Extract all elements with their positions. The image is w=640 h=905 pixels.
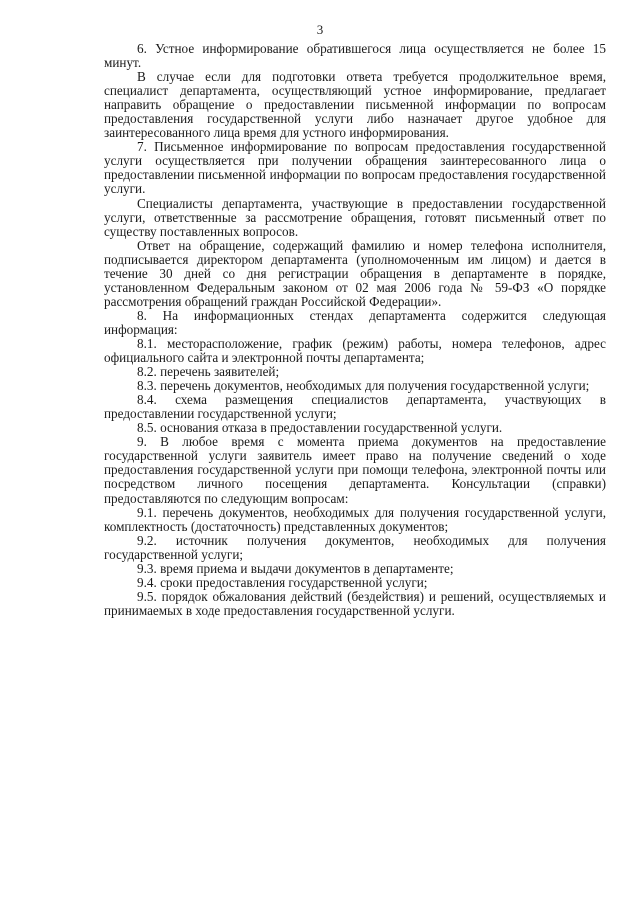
paragraph-9: 9. В любое время с момента приема документов на предоставление государственной услуги заявитель имеет право на получение сведений о ходе предоставления государственной услуги при помощи телефона, электронной почты или посредством личного посещения департамента. Консультации (справки) предоставляются по следующим вопросам:: [104, 434, 606, 506]
paragraph-8: 8. На информационных стендах департамента содержится следующая информация:: [104, 307, 606, 337]
document-body: [104, 42, 606, 618]
paragraph-9-1: 9.1. перечень документов, необходимых для получения государственной услуги, комплектность (достаточность) представленных документов;: [104, 504, 606, 534]
paragraph-8-1: 8.1. месторасположение, график (режим) работы, номера телефонов, адрес официального сайта и электронной почты департамента;: [104, 335, 606, 366]
paragraph-6-continuation: В случае если для подготовки ответа требуется продолжительное время, специалист департамента, осуществляющий устное информирование, предлагает направить обращение о предоставлении письменной информации по вопросам предоставления государственной услуги либо назначает другое удобное для заинтересованного лица время для устного информирования.: [104, 69, 606, 141]
paragraph-9-5: 9.5. порядок обжалования действий (бездействия) и решений, осуществляемых и принимаемых в ходе предоставления государственной услуги.: [104, 588, 606, 618]
paragraph-8-5: 8.5. основания отказа в предоставлении государственной услуги.: [137, 420, 503, 436]
paragraph-9-4: 9.4. сроки предоставления государственной услуги;: [137, 574, 428, 590]
paragraph-7-answer: Ответ на обращение, содержащий фамилию и номер телефона исполнителя, подписывается директором департамента (уполномоченным им лицом) и дается в течение 30 дней со дня регистрации обращения в департаменте в порядке, установленном Федеральным законом от 02 мая 2006 года № 59-ФЗ «О порядке рассмотрения обращений граждан Российской Федерации».: [104, 237, 606, 309]
paragraph-7-specialists: Специалисты департамента, участвующие в предоставлении государственной услуги, ответственные за рассмотрение обращения, готовят письменный ответ по существу поставленных вопросов.: [104, 195, 606, 239]
page-number: 3: [316, 22, 324, 37]
paragraph-8-3: 8.3. перечень документов, необходимых для получения государственной услуги;: [137, 378, 590, 394]
paragraph-9-3: 9.3. время приема и выдачи документов в департаменте;: [137, 560, 454, 576]
paragraph-6: 6. Устное информирование обратившегося лица осуществляется не более 15 минут.: [104, 41, 606, 71]
paragraph-8-4: 8.4. схема размещения специалистов департамента, участвующих в предоставлении государственной услуги;: [104, 392, 606, 422]
paragraph-8-2: 8.2. перечень заявителей;: [137, 364, 280, 380]
paragraph-7: 7. Письменное информирование по вопросам предоставления государственной услуги осуществляется при получении обращения заинтересованного лица о предоставлении письменной информации по вопросам предоставления государственной услуги.: [104, 139, 606, 197]
paragraph-9-2: 9.2. источник получения документов, необходимых для получения государственной услуги;: [104, 532, 606, 562]
